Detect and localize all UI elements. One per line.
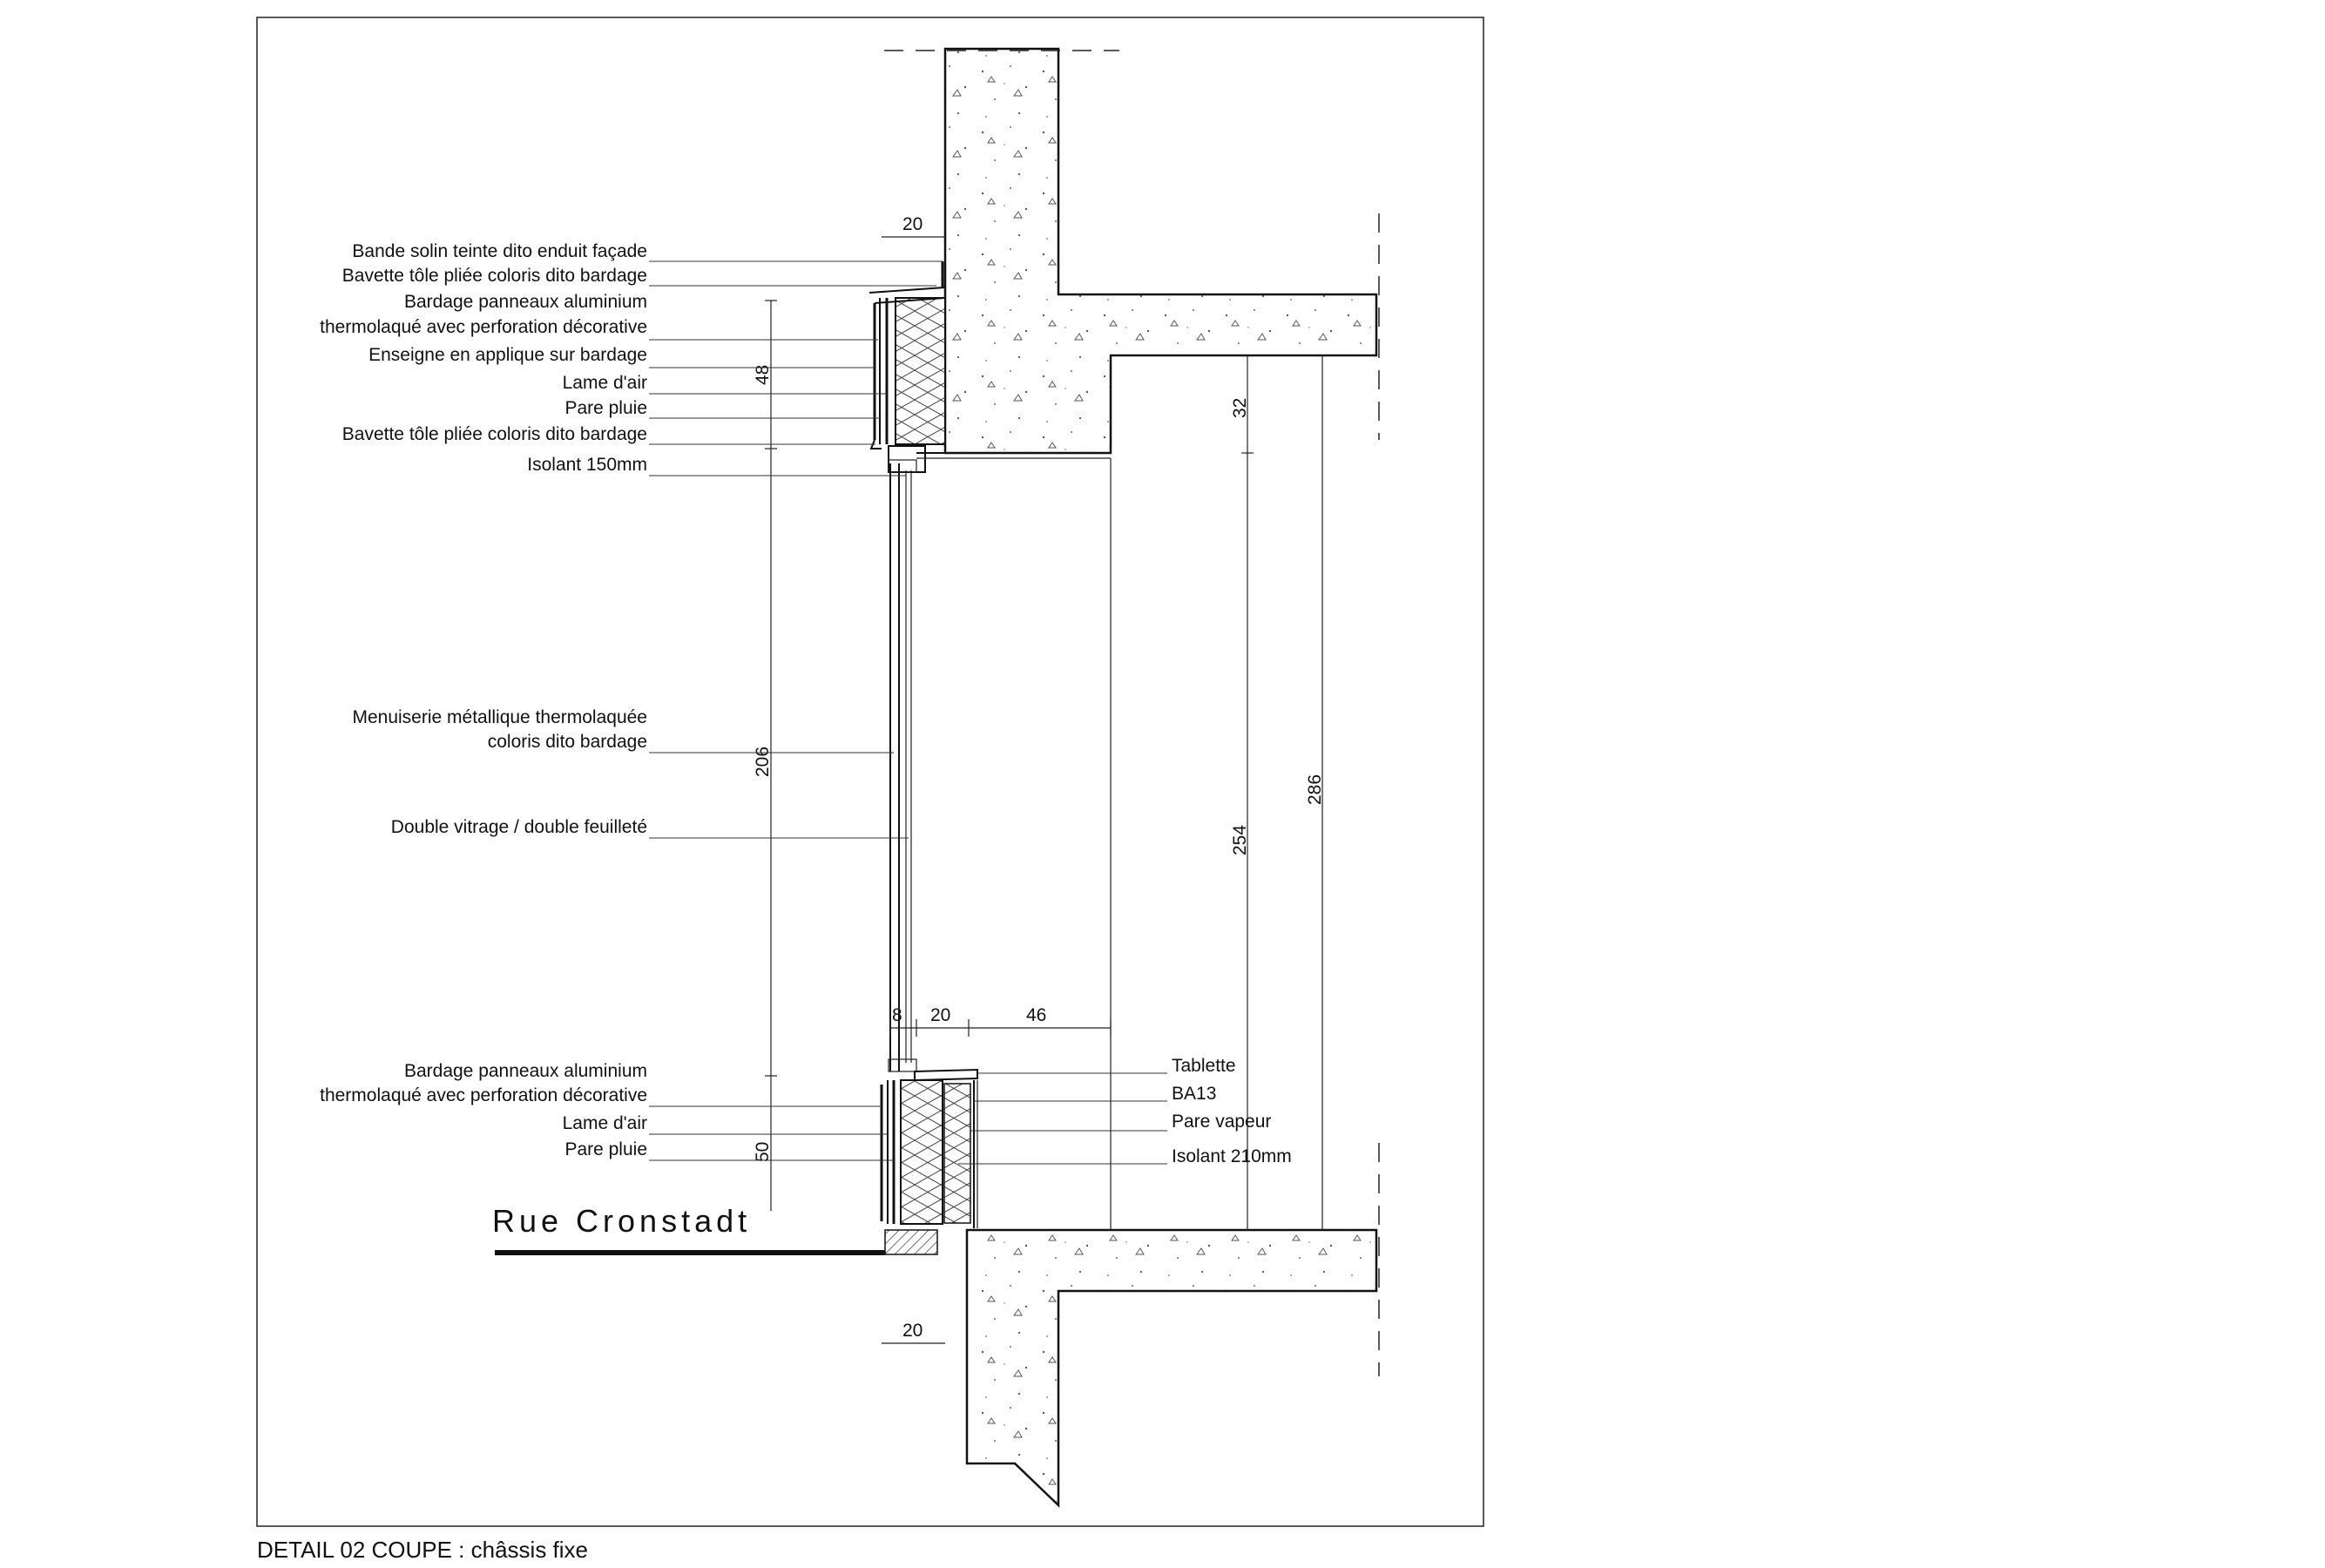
street-label: Rue Cronstadt — [492, 1203, 752, 1239]
label-menuiserie-1: Menuiserie métallique thermolaquée — [352, 707, 647, 727]
drawing-caption: DETAIL 02 COUPE : châssis fixe — [257, 1537, 589, 1563]
label-pare-vapeur: Pare vapeur — [1172, 1112, 1272, 1132]
label-bardage-top-1: Bardage panneaux aluminium — [403, 292, 647, 312]
left-labels — [320, 241, 647, 1159]
label-bardage-top-2: thermolaqué avec perforation décorative — [320, 317, 647, 337]
dim-reveal-depth: 46 — [1026, 1005, 1047, 1025]
dim-bottom-offset: 20 — [902, 1321, 923, 1341]
dim-floor-height: 286 — [1305, 774, 1325, 805]
upper-concrete-structure — [945, 49, 1376, 453]
dim-sill-depth: 20 — [930, 1005, 951, 1025]
label-pare-pluie-top: Pare pluie — [564, 398, 647, 418]
label-tablette: Tablette — [1172, 1056, 1236, 1076]
label-lame-air-top: Lame d'air — [562, 373, 647, 393]
lower-concrete-structure — [967, 1230, 1376, 1505]
right-labels — [1172, 1056, 1292, 1166]
label-lame-air-bottom: Lame d'air — [562, 1113, 647, 1133]
dim-sill-height: 50 — [753, 1141, 773, 1162]
label-menuiserie-2: coloris dito bardage — [487, 732, 647, 752]
label-isolant-210: Isolant 210mm — [1172, 1146, 1292, 1166]
label-bande-solin: Bande solin teinte dito enduit façade — [352, 241, 647, 261]
dim-lintel-height: 48 — [753, 364, 773, 385]
label-bardage-bottom-1: Bardage panneaux aluminium — [403, 1061, 647, 1081]
label-isolant-150: Isolant 150mm — [527, 455, 647, 475]
upper-cladding-assembly — [869, 261, 945, 472]
dim-frame-width: 8 — [892, 1005, 902, 1025]
label-ba13: BA13 — [1172, 1084, 1217, 1104]
dim-top-offset: 20 — [902, 214, 923, 234]
label-pare-pluie-bottom: Pare pluie — [564, 1139, 647, 1159]
dim-head-drop: 32 — [1230, 397, 1250, 418]
label-enseigne: Enseigne en applique sur bardage — [368, 345, 647, 365]
lower-cladding-assembly — [882, 1070, 977, 1254]
label-bavette-mid: Bavette tôle pliée coloris dito bardage — [341, 424, 647, 444]
label-double-vitrage: Double vitrage / double feuilleté — [390, 817, 647, 837]
label-bavette-top: Bavette tôle pliée coloris dito bardage — [341, 266, 647, 286]
right-leader-lines — [958, 1073, 1167, 1164]
label-bardage-bottom-2: thermolaqué avec perforation décorative — [320, 1085, 647, 1105]
dim-window-height: 206 — [753, 746, 773, 777]
dim-opening-height: 254 — [1230, 824, 1250, 855]
